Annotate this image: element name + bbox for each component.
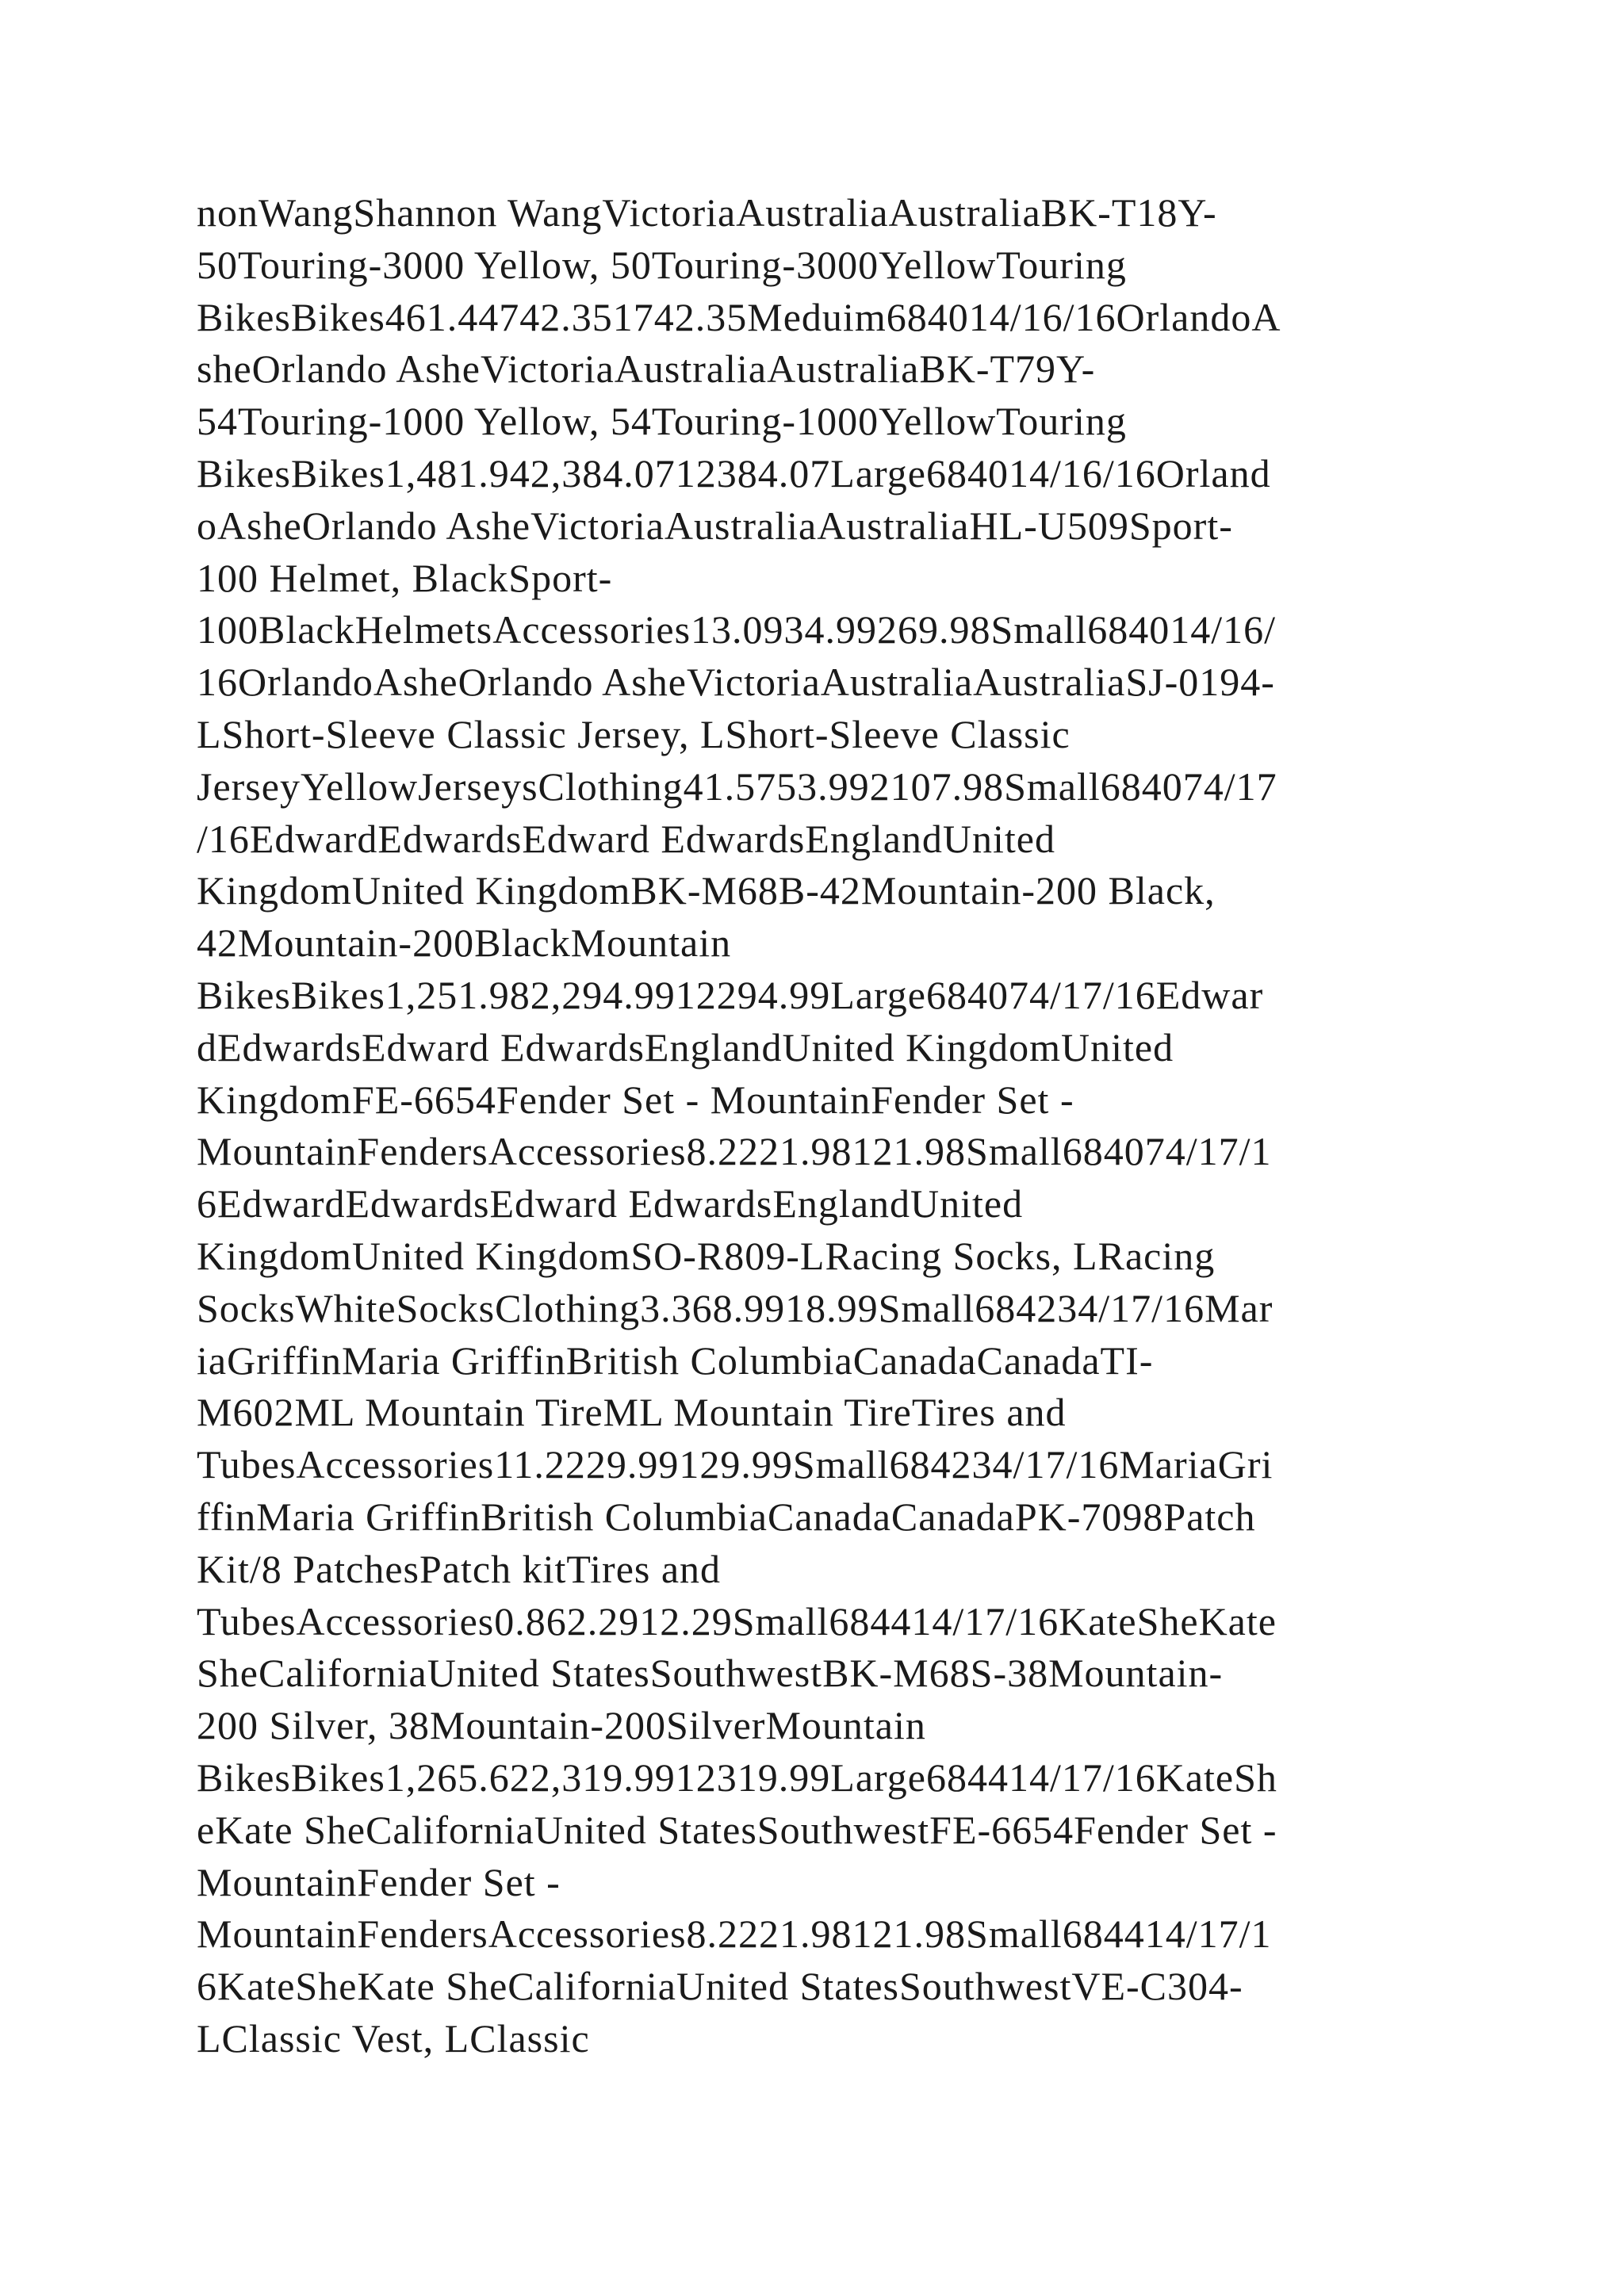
text-line: MountainFendersAccessories8.2221.98121.98Small684414/17/1 [197, 1911, 1272, 1957]
text-line: sheOrlando AsheVictoriaAustraliaAustraliaBK-T79Y- [197, 346, 1096, 392]
text-line: BikesBikes1,265.622,319.9912319.99Large684414/17/16KateSh [197, 1755, 1277, 1800]
text-line: KingdomUnited KingdomBK-M68B-42Mountain-200 Black, [197, 868, 1216, 913]
text-line: MountainFendersAccessories8.2221.98121.98Small684074/17/1 [197, 1129, 1272, 1174]
text-line: JerseyYellowJerseysClothing41.5753.992107.98Small684074/17 [197, 763, 1277, 809]
text-line: BikesBikes461.44742.351742.35Meduim684014/16/16OrlandoA [197, 294, 1281, 339]
text-line: eKate SheCaliforniaUnited StatesSouthwestFE-6654Fender Set - [197, 1807, 1277, 1852]
text-line: KingdomUnited KingdomSO-R809-LRacing Socks, LRacing [197, 1233, 1216, 1278]
text-line: LClassic Vest, LClassic [197, 2015, 590, 2061]
text-line: SocksWhiteSocksClothing3.368.9918.99Small684234/17/16Mar [197, 1285, 1274, 1330]
text-line: iaGriffinMaria GriffinBritish ColumbiaCanadaCanadaTI- [197, 1337, 1154, 1383]
body-text [197, 187, 1465, 2065]
text-line: 100BlackHelmetsAccessories13.0934.99269.98Small684014/16/ [197, 607, 1277, 652]
text-line: MountainFender Set - [197, 1859, 561, 1904]
text-line: 50Touring-3000 Yellow, 50Touring-3000YellowTouring [197, 242, 1127, 287]
text-line: BikesBikes1,481.942,384.0712384.07Large684014/16/16Orland [197, 450, 1271, 496]
text-line: 54Touring-1000 Yellow, 54Touring-1000YellowTouring [197, 399, 1127, 444]
text-line: dEdwardsEdward EdwardsEnglandUnited KingdomUnited [197, 1024, 1174, 1070]
text-line: KingdomFE-6654Fender Set - MountainFender Set - [197, 1077, 1074, 1122]
text-line: oAsheOrlando AsheVictoriaAustraliaAustraliaHL-U509Sport- [197, 503, 1233, 548]
text-line: /16EdwardEdwardsEdward EdwardsEnglandUnited [197, 816, 1055, 861]
text-line: SheCaliforniaUnited StatesSouthwestBK-M68S-38Mountain- [197, 1651, 1224, 1696]
text-line: 100 Helmet, BlackSport- [197, 555, 613, 600]
text-line: TubesAccessories11.2229.99129.99Small684234/17/16MariaGri [197, 1442, 1274, 1487]
text-line: TubesAccessories0.862.2912.29Small684414/17/16KateSheKate [197, 1598, 1277, 1644]
text-line: 6KateSheKate SheCaliforniaUnited StatesSouthwestVE-C304- [197, 1964, 1243, 2009]
text-line: 200 Silver, 38Mountain-200SilverMountain [197, 1703, 926, 1748]
text-line: LShort-Sleeve Classic Jersey, LShort-Sleeve Classic [197, 711, 1071, 756]
text-line: 42Mountain-200BlackMountain [197, 920, 732, 966]
text-line: BikesBikes1,251.982,294.9912294.99Large684074/17/16Edwar [197, 972, 1264, 1017]
text-line: M602ML Mountain TireML Mountain TireTires and [197, 1390, 1067, 1435]
text-line: 16OrlandoAsheOrlando AsheVictoriaAustraliaAustraliaSJ-0194- [197, 660, 1275, 705]
text-line: nonWangShannon WangVictoriaAustraliaAustraliaBK-T18Y- [197, 190, 1217, 235]
text-line: Kit/8 PatchesPatch kitTires and [197, 1546, 722, 1591]
text-line: 6EdwardEdwardsEdward EdwardsEnglandUnited [197, 1181, 1024, 1226]
text-line: ffinMaria GriffinBritish ColumbiaCanadaCanadaPK-7098Patch [197, 1494, 1256, 1539]
